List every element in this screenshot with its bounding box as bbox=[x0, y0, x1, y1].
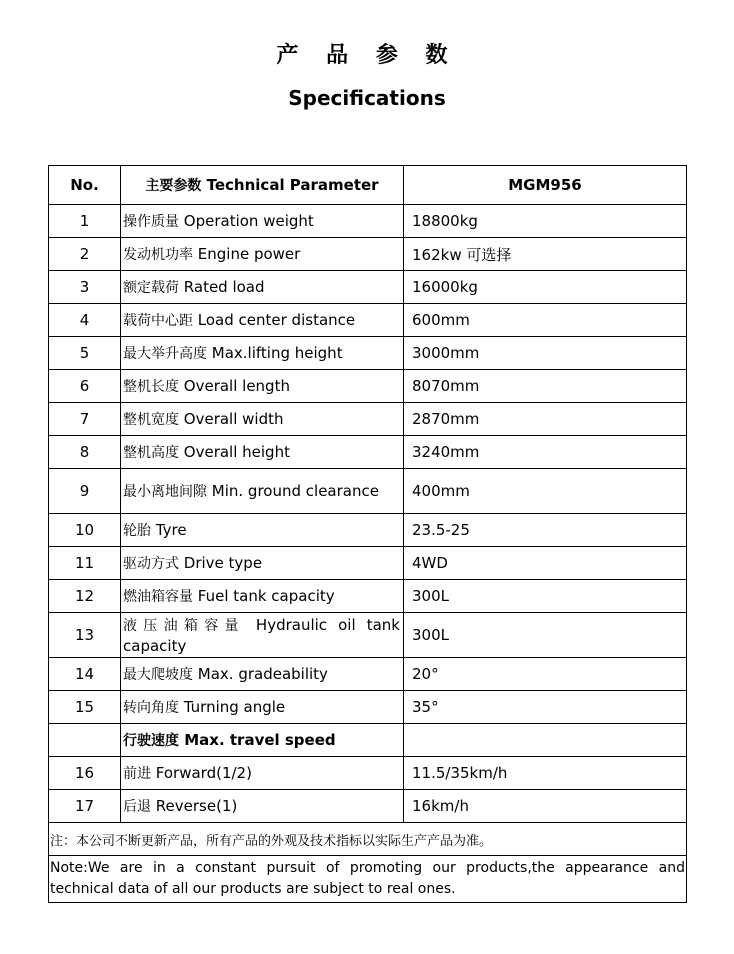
row-no: 5 bbox=[49, 337, 121, 370]
param-cn: 整机长度 bbox=[123, 379, 179, 395]
table-row bbox=[49, 436, 687, 469]
spec-table bbox=[48, 165, 687, 903]
table-row bbox=[49, 547, 687, 580]
param-cn: 行驶速度 bbox=[123, 733, 179, 749]
param-cn: 前进 bbox=[123, 766, 151, 782]
row-value: 16km/h bbox=[404, 790, 687, 823]
param-cn: 最大举升高度 bbox=[123, 346, 207, 362]
table-row bbox=[49, 469, 687, 514]
param-en: Reverse(1) bbox=[155, 797, 238, 815]
note-row-cn bbox=[49, 823, 687, 856]
table-row bbox=[49, 514, 687, 547]
table-row bbox=[49, 790, 687, 823]
row-param bbox=[121, 757, 404, 790]
note-cn: 注：本公司不断更新产品，所有产品的外观及技术指标以实际生产产品为准。 bbox=[49, 823, 687, 856]
row-no: 7 bbox=[49, 403, 121, 436]
table-row bbox=[49, 271, 687, 304]
row-param bbox=[121, 403, 404, 436]
param-cn: 整机高度 bbox=[123, 445, 179, 461]
param-en: Forward(1/2) bbox=[155, 764, 252, 782]
row-value: 18800kg bbox=[404, 205, 687, 238]
param-cn: 整机宽度 bbox=[123, 412, 179, 428]
page-title-en: Specifications bbox=[288, 86, 446, 110]
row-no: 9 bbox=[49, 469, 121, 514]
row-value: 300L bbox=[404, 613, 687, 658]
row-no: 6 bbox=[49, 370, 121, 403]
param-en: Min. ground clearance bbox=[211, 482, 379, 500]
row-no bbox=[49, 724, 121, 757]
note-row-en bbox=[49, 856, 687, 903]
row-no: 4 bbox=[49, 304, 121, 337]
row-value: 300L bbox=[404, 580, 687, 613]
section-row-travel-speed bbox=[49, 724, 687, 757]
param-en: Operation weight bbox=[183, 212, 314, 230]
table-row bbox=[49, 580, 687, 613]
param-en: Overall width bbox=[183, 410, 284, 428]
row-value: 3240mm bbox=[404, 436, 687, 469]
param-cn: 最小离地间隙 bbox=[123, 484, 207, 500]
row-param bbox=[121, 436, 404, 469]
row-value: 4WD bbox=[404, 547, 687, 580]
row-no: 17 bbox=[49, 790, 121, 823]
param-en: Turning angle bbox=[183, 698, 286, 716]
row-param bbox=[121, 304, 404, 337]
row-param bbox=[121, 790, 404, 823]
row-no: 12 bbox=[49, 580, 121, 613]
header-no: No. bbox=[49, 166, 121, 205]
row-param bbox=[121, 370, 404, 403]
param-en: Overall height bbox=[183, 443, 290, 461]
row-param bbox=[121, 658, 404, 691]
page-title-cn: 产 品 参 数 bbox=[276, 43, 458, 68]
header-parameter-en: Technical Parameter bbox=[206, 176, 379, 194]
row-no: 3 bbox=[49, 271, 121, 304]
table-row bbox=[49, 613, 687, 658]
param-en: Rated load bbox=[183, 278, 265, 296]
row-param bbox=[121, 337, 404, 370]
header-parameter bbox=[121, 166, 404, 205]
row-value: 11.5/35km/h bbox=[404, 757, 687, 790]
param-cn: 载荷中心距 bbox=[123, 313, 193, 329]
row-value: 3000mm bbox=[404, 337, 687, 370]
row-param bbox=[121, 514, 404, 547]
param-cn: 液压油箱容量 bbox=[123, 617, 245, 634]
table-row bbox=[49, 658, 687, 691]
param-en: Hydraulic oil tank capacity bbox=[123, 615, 400, 655]
param-cn: 最大爬坡度 bbox=[123, 667, 193, 683]
row-param bbox=[121, 724, 404, 757]
header-parameter-cn: 主要参数 bbox=[145, 178, 202, 194]
param-en: Overall length bbox=[183, 377, 290, 395]
note-en: Note:We are in a constant pursuit of promoting our products,the appearance and technical data of all our products are subject to real ones. bbox=[49, 856, 687, 903]
table-row bbox=[49, 238, 687, 271]
row-no: 8 bbox=[49, 436, 121, 469]
row-param bbox=[121, 205, 404, 238]
row-value: 400mm bbox=[404, 469, 687, 514]
param-en: Drive type bbox=[183, 554, 263, 572]
row-param bbox=[121, 580, 404, 613]
param-cn: 转向角度 bbox=[123, 700, 179, 716]
param-cn: 后退 bbox=[123, 799, 151, 815]
param-cn: 驱动方式 bbox=[123, 556, 179, 572]
row-value: 8070mm bbox=[404, 370, 687, 403]
row-param bbox=[121, 613, 404, 658]
row-param bbox=[121, 271, 404, 304]
header-model: MGM956 bbox=[404, 166, 687, 205]
row-value: 600mm bbox=[404, 304, 687, 337]
param-cn: 燃油箱容量 bbox=[123, 589, 193, 605]
row-value bbox=[404, 724, 687, 757]
row-value: 162kw 可选择 bbox=[404, 238, 687, 271]
row-param bbox=[121, 547, 404, 580]
param-en: Engine power bbox=[197, 245, 301, 263]
param-cn: 轮胎 bbox=[123, 523, 151, 539]
row-no: 13 bbox=[49, 613, 121, 658]
param-en: Fuel tank capacity bbox=[197, 587, 335, 605]
table-row bbox=[49, 370, 687, 403]
table-header-row bbox=[49, 166, 687, 205]
param-cn: 操作质量 bbox=[123, 214, 179, 230]
row-no: 10 bbox=[49, 514, 121, 547]
row-value: 23.5-25 bbox=[404, 514, 687, 547]
table-row bbox=[49, 691, 687, 724]
row-no: 11 bbox=[49, 547, 121, 580]
param-en: Max.lifting height bbox=[211, 344, 343, 362]
row-no: 14 bbox=[49, 658, 121, 691]
row-value: 20° bbox=[404, 658, 687, 691]
table-row bbox=[49, 757, 687, 790]
row-value: 35° bbox=[404, 691, 687, 724]
param-en: Tyre bbox=[155, 521, 187, 539]
table-row bbox=[49, 337, 687, 370]
row-param bbox=[121, 691, 404, 724]
param-cn: 额定载荷 bbox=[123, 280, 179, 296]
row-value: 16000kg bbox=[404, 271, 687, 304]
row-no: 16 bbox=[49, 757, 121, 790]
row-param bbox=[121, 238, 404, 271]
row-no: 15 bbox=[49, 691, 121, 724]
param-en: Max. gradeability bbox=[197, 665, 328, 683]
table-row bbox=[49, 304, 687, 337]
row-no: 1 bbox=[49, 205, 121, 238]
param-en: Max. travel speed bbox=[184, 731, 336, 749]
row-no: 2 bbox=[49, 238, 121, 271]
param-en: Load center distance bbox=[197, 311, 356, 329]
param-cn: 发动机功率 bbox=[123, 247, 193, 263]
table-row bbox=[49, 403, 687, 436]
row-param bbox=[121, 469, 404, 514]
row-value: 2870mm bbox=[404, 403, 687, 436]
table-row bbox=[49, 205, 687, 238]
